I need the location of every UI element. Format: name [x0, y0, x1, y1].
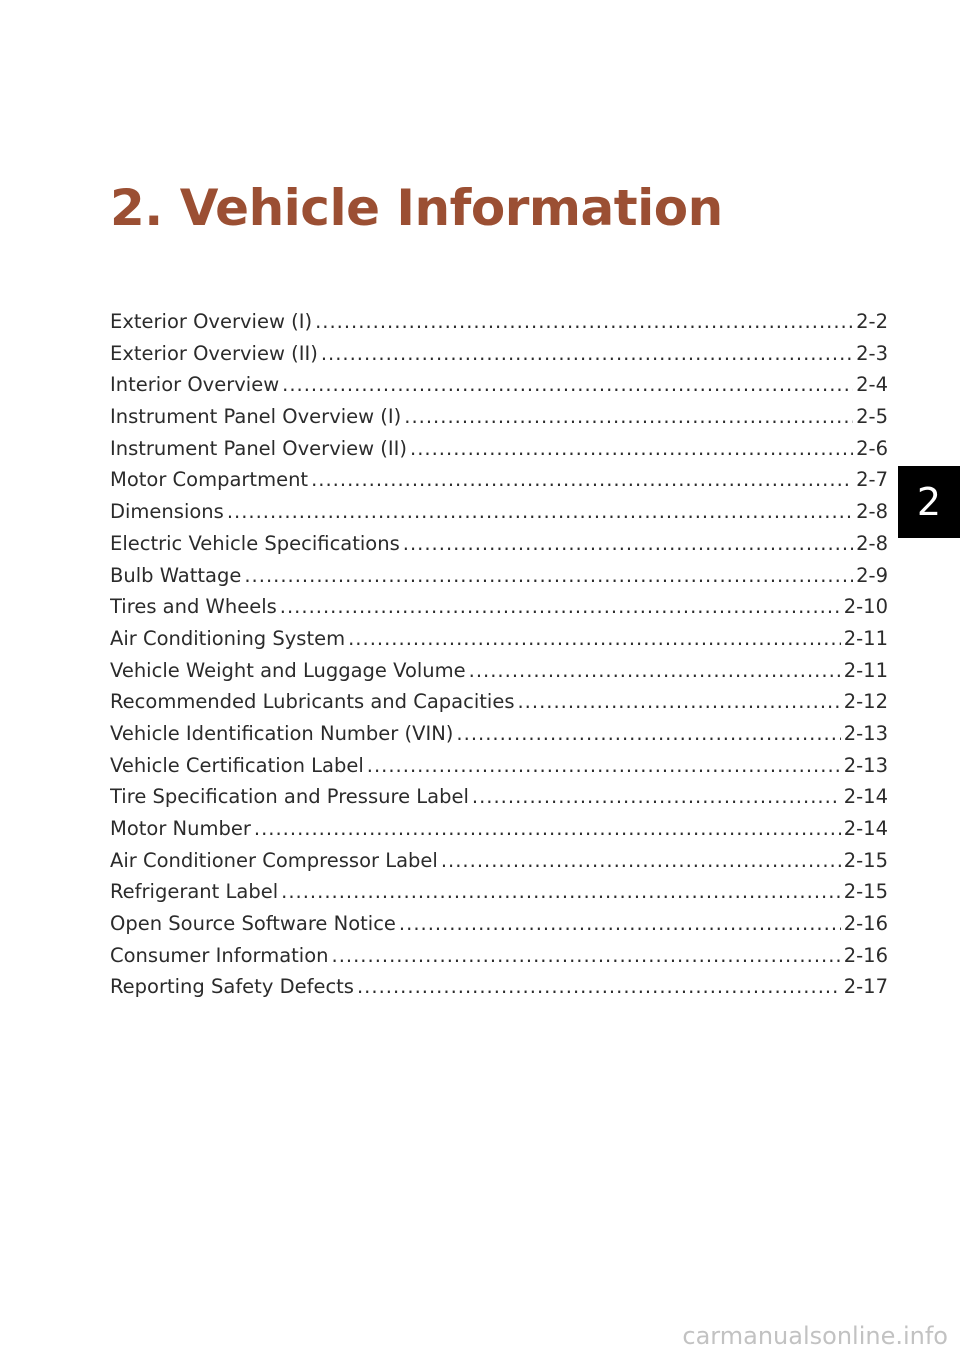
- toc-entry-page: 2-14: [843, 785, 888, 809]
- chapter-title: 2. Vehicle Information: [110, 179, 723, 237]
- toc-entry-page: 2-15: [843, 880, 888, 904]
- toc-entry-label: Exterior Overview (I): [110, 310, 313, 333]
- toc-dot-leader: [244, 560, 853, 592]
- toc-entry-reporting-safety-defects[interactable]: [110, 971, 888, 1003]
- toc-entry-instrument-panel-2[interactable]: [110, 433, 888, 465]
- toc-entry-label: Instrument Panel Overview (I): [110, 405, 402, 429]
- toc-entry-label: Motor Compartment: [110, 468, 309, 492]
- toc-entry-page: 2-17: [843, 975, 888, 999]
- toc-entry-instrument-panel-1[interactable]: [110, 401, 888, 433]
- toc-entry-vin[interactable]: [110, 718, 888, 750]
- toc-entry-page: 2-12: [843, 690, 888, 714]
- toc-entry-vehicle-weight[interactable]: [110, 655, 888, 687]
- toc-entry-page: 2-5: [856, 405, 888, 429]
- toc-dot-leader: [404, 401, 853, 433]
- toc-entry-label: Electric Vehicle Specifications: [110, 531, 400, 555]
- toc-entry-page: 2-11: [843, 658, 888, 682]
- toc-entry-page: 2-16: [843, 943, 888, 967]
- toc-entry-tire-pressure-label[interactable]: [110, 781, 888, 813]
- toc-entry-page: 2-2: [856, 310, 888, 333]
- toc-entry-page: 2-10: [843, 595, 888, 619]
- toc-entry-motor-compartment[interactable]: [110, 464, 888, 496]
- toc-dot-leader: [280, 591, 841, 623]
- toc-entry-ac-compressor-label[interactable]: [110, 845, 888, 877]
- toc-dot-leader: [332, 940, 841, 972]
- toc-entry-label: Reporting Safety Defects: [110, 975, 354, 999]
- toc-entry-tires-and-wheels[interactable]: [110, 591, 888, 623]
- toc-entry-ev-specifications[interactable]: [110, 528, 888, 560]
- table-of-contents: [110, 306, 888, 1003]
- watermark: carmanualsonline.info: [682, 1322, 948, 1350]
- toc-entry-label: Vehicle Weight and Luggage Volume: [110, 658, 466, 682]
- toc-entry-label: Air Conditioning System: [110, 626, 346, 650]
- toc-dot-leader: [282, 369, 853, 401]
- toc-entry-page: 2-4: [856, 373, 888, 397]
- toc-entry-label: Tire Specification and Pressure Label: [110, 785, 469, 809]
- toc-entry-label: Recommended Lubricants and Capacities: [110, 690, 515, 714]
- toc-dot-leader: [441, 845, 841, 877]
- toc-entry-page: 2-11: [843, 626, 888, 650]
- toc-entry-page: 2-8: [856, 531, 888, 555]
- toc-dot-leader: [348, 623, 841, 655]
- toc-entry-certification-label[interactable]: [110, 750, 888, 782]
- toc-dot-leader: [311, 464, 853, 496]
- toc-entry-air-conditioning-system[interactable]: [110, 623, 888, 655]
- toc-dot-leader: [357, 971, 841, 1003]
- toc-entry-label: Refrigerant Label: [110, 880, 279, 904]
- toc-entry-page: 2-14: [843, 817, 888, 840]
- toc-entry-lubricants[interactable]: [110, 686, 888, 718]
- toc-entry-page: 2-8: [856, 500, 888, 524]
- toc-dot-leader: [410, 433, 853, 465]
- toc-entry-page: 2-3: [856, 341, 888, 365]
- toc-entry-page: 2-9: [856, 563, 888, 587]
- toc-entry-motor-number[interactable]: [110, 813, 888, 845]
- toc-entry-page: 2-7: [856, 468, 888, 492]
- toc-dot-leader: [227, 496, 853, 528]
- toc-entry-page: 2-16: [843, 912, 888, 936]
- chapter-tab[interactable]: [898, 466, 960, 538]
- toc-entry-label: Tires and Wheels: [110, 595, 277, 619]
- toc-entry-label: Bulb Wattage: [110, 563, 242, 587]
- toc-entry-consumer-information[interactable]: [110, 940, 888, 972]
- toc-entry-bulb-wattage[interactable]: [110, 560, 888, 592]
- toc-dot-leader: [315, 306, 853, 338]
- toc-entry-dimensions[interactable]: [110, 496, 888, 528]
- toc-dot-leader: [403, 528, 853, 560]
- toc-entry-exterior-overview-2[interactable]: [110, 338, 888, 370]
- toc-entry-label: Air Conditioner Compressor Label: [110, 848, 438, 872]
- toc-dot-leader: [367, 750, 841, 782]
- toc-entry-exterior-overview-1[interactable]: [110, 306, 888, 338]
- toc-entry-label: Vehicle Identification Number (VIN): [110, 721, 454, 745]
- toc-dot-leader: [469, 655, 841, 687]
- toc-dot-leader: [254, 813, 841, 845]
- toc-dot-leader: [456, 718, 840, 750]
- toc-entry-label: Dimensions: [110, 500, 224, 524]
- toc-dot-leader: [281, 876, 841, 908]
- toc-dot-leader: [399, 908, 841, 940]
- toc-entry-label: Open Source Software Notice: [110, 912, 396, 936]
- toc-entry-label: Exterior Overview (II): [110, 341, 318, 365]
- toc-dot-leader: [472, 781, 841, 813]
- toc-entry-page: 2-13: [843, 753, 888, 777]
- toc-entry-label: Interior Overview: [110, 373, 280, 397]
- toc-entry-open-source-notice[interactable]: [110, 908, 888, 940]
- toc-entry-page: 2-13: [843, 721, 888, 745]
- toc-entry-refrigerant-label[interactable]: [110, 876, 888, 908]
- toc-entry-label: Instrument Panel Overview (II): [110, 436, 408, 460]
- toc-entry-label: Consumer Information: [110, 943, 329, 967]
- toc-entry-label: Motor Number: [110, 817, 251, 840]
- toc-entry-page: 2-6: [856, 436, 888, 460]
- toc-entry-label: Vehicle Certification Label: [110, 753, 364, 777]
- toc-dot-leader: [517, 686, 840, 718]
- toc-dot-leader: [321, 338, 853, 370]
- toc-entry-page: 2-15: [843, 848, 888, 872]
- chapter-tab-number: 2: [916, 480, 942, 524]
- toc-entry-interior-overview[interactable]: [110, 369, 888, 401]
